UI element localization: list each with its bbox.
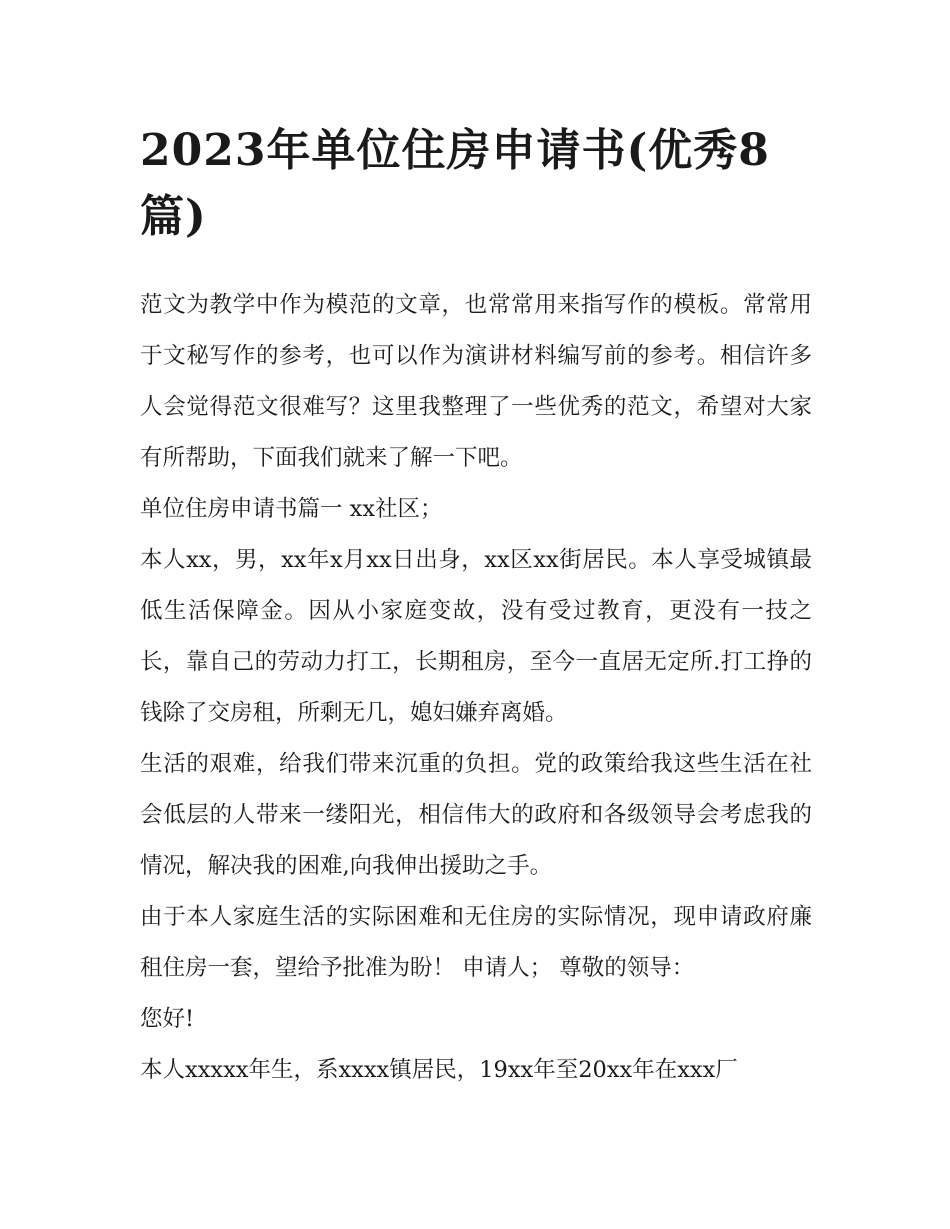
request-paragraph: 由于本人家庭生活的实际困难和无住房的实际情况，现申请政府廉租住房一套，望给予批准为盼！ 申请人； 尊敬的领导： [140,904,812,981]
hardship-paragraph: 生活的艰难，给我们带来沉重的负担。党的政策给我这些生活在社会低层的人带来一缕阳光，相信伟大的政府和各级领导会考虑我的情况，解决我的困难,向我伸出援助之手。 [140,751,812,879]
greeting-paragraph: 您好! [140,1006,195,1032]
second-letter-paragraph: 本人xxxxx年生，系xxxx镇居民，19xx年至20xx年在xxx厂 [140,1057,738,1083]
section-heading-paragraph: 单位住房申请书篇一 xx社区； [140,496,443,522]
document-title: 2023年单位住房申请书(优秀8篇) [140,125,770,242]
intro-paragraph: 范文为教学中作为模范的文章，也常常用来指写作的模板。常常用于文秘写作的参考，也可以作为演讲材料编写前的参考。相信许多人会觉得范文很难写？这里我整理了一些优秀的范文，希望对大家有所帮助，下面我们就来了解一下吧。 [140,292,812,471]
document-body [140,280,812,1096]
applicant-background-paragraph: 本人xx，男，xx年x月xx日出身，xx区xx街居民。本人享受城镇最低生活保障金。因从小家庭变故，没有受过教育，更没有一技之长，靠自己的劳动力打工，长期租房，至今一直居无定所.打工挣的钱除了交房租，所剩无几，媳妇嫌弃离婚。 [140,547,812,726]
